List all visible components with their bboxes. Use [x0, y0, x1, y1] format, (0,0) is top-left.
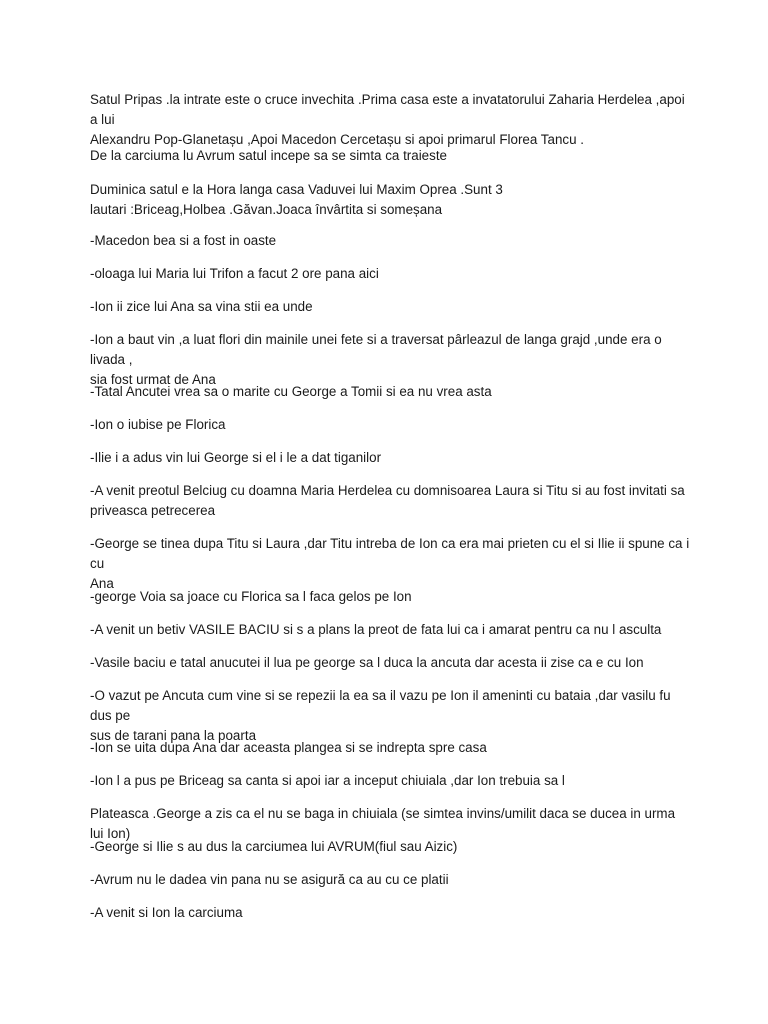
paragraph: Duminica satul e la Hora langa casa Vaduvei lui Maxim Oprea .Sunt 3 lautari :Briceag,Holbea .Găvan.Joaca învârtita si someșana: [90, 182, 503, 217]
paragraph: Plateasca .George a zis ca el nu se baga in chiuiala (se simtea invins/umilit daca se ducea in urma lui Ion): [90, 806, 676, 841]
paragraph: -Ion o iubise pe Florica: [90, 417, 226, 432]
paragraph: -Ion ii zice lui Ana sa vina stii ea unde: [90, 299, 313, 314]
paragraph: -George se tinea dupa Titu si Laura ,dar Titu intreba de Ion ca era mai prieten cu el si Ilie ii spune ca i cu Ana: [90, 536, 690, 591]
paragraph: -oloaga lui Maria lui Trifon a facut 2 ore pana aici: [90, 266, 379, 281]
paragraph: -Ion se uita dupa Ana dar aceasta plangea si se indrepta spre casa: [90, 740, 487, 755]
paragraph: -George si Ilie s au dus la carciumea lui AVRUM(fiul sau Aizic): [90, 839, 458, 854]
paragraph: -A venit si Ion la carciuma: [90, 905, 243, 920]
paragraph: -george Voia sa joace cu Florica sa l faca gelos pe Ion: [90, 589, 412, 604]
paragraph: -Ilie i a adus vin lui George si el i le a dat tiganilor: [90, 450, 382, 465]
paragraph: Satul Pripas .la intrate este o cruce invechita .Prima casa este a invatatorului Zaharia Herdelea ,apoi a lui Alexandru Pop-Glanetașu ,Apoi Macedon Cercetașu si apoi primarul Florea Tancu .: [90, 92, 685, 147]
paragraph: -Macedon bea si a fost in oaste: [90, 233, 277, 248]
paragraph: -Vasile baciu e tatal anucutei il lua pe george sa l duca la ancuta dar acesta ii zise ca e cu Ion: [90, 655, 644, 670]
paragraph: De la carciuma lu Avrum satul incepe sa se simta ca traieste: [90, 148, 447, 163]
paragraph: -A venit un betiv VASILE BACIU si s a plans la preot de fata lui ca i amarat pentru ca nu l asculta: [90, 622, 662, 637]
paragraph: -Avrum nu le dadea vin pana nu se asigură ca au cu ce platii: [90, 872, 449, 887]
paragraph: -O vazut pe Ancuta cum vine si se repezii la ea sa il vazu pe Ion il ameninti cu bataia ,dar vasilu fu dus pe sus de tarani pana la poarta: [90, 688, 671, 743]
paragraph: -Ion a baut vin ,a luat flori din mainile unei fete si a traversat pârleazul de langa grajd ,unde era o livada , sia fost urmat de Ana: [90, 332, 662, 387]
paragraph: -Tatal Ancutei vrea sa o marite cu George a Tomii si ea nu vrea asta: [90, 384, 492, 399]
paragraph: -A venit preotul Belciug cu doamna Maria Herdelea cu domnisoarea Laura si Titu si au fost invitati sa priveasca petrecerea: [90, 483, 685, 518]
paragraph: -Ion l a pus pe Briceag sa canta si apoi iar a inceput chiuiala ,dar Ion trebuia sa l: [90, 773, 565, 788]
